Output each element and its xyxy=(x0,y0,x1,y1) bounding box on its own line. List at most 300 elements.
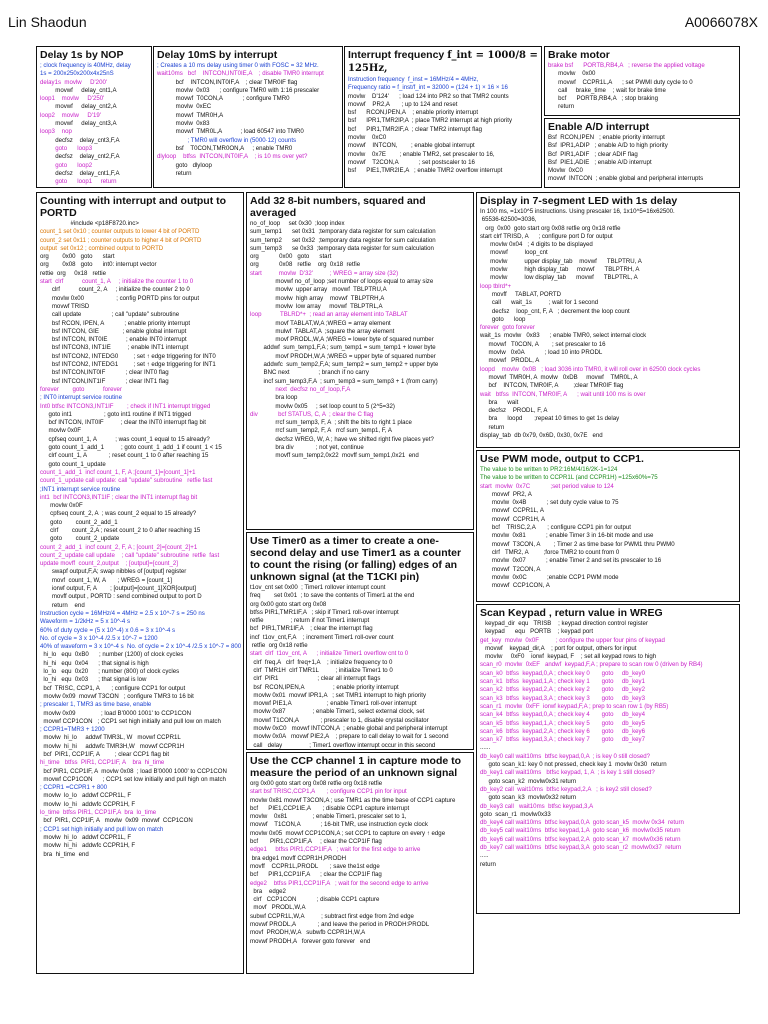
code-line: scan_k0 btfss keypad,0,A ; check key 0 goto db_key0 xyxy=(480,669,645,677)
code-line: scan_k5 btfss keypad,1,A ; check key 5 goto db_key5 xyxy=(480,719,645,727)
code-line: bcf PIR1,TMR2IF,A ; clear TMR2 interrupt flag xyxy=(348,125,482,133)
box-title: Use Timer0 as a timer to create a one-second delay and use Timer1 as a counter to count the rising (or falling) edges of an unknown signal (at the T1CKI pin) xyxy=(250,535,462,583)
code-line: bsf INTCON, INT0IE ; enable INT0 interrupt xyxy=(40,336,187,344)
counting-interrupt-portd-box xyxy=(36,192,244,974)
code-line: movlw 0xC0 movwf INTCON,A ; enable global and peripheral interrupt xyxy=(250,725,448,733)
code-line: wait10ms bcf INTCON,INT0IE,A ; disable TMR0 interrupt xyxy=(157,70,324,78)
code-line: update movff count_2,output ; [output]=[count_2] xyxy=(40,560,178,568)
code-line: addwfc sum_temp2,F,A; sum_temp2 = sum_temp2 + upper byte xyxy=(250,361,439,369)
frequency-formula: f_int = 1000/8 = 125Hz, xyxy=(348,50,538,74)
code-line: bra edge2 xyxy=(250,887,286,895)
code-line: goto scan_r1 movlw0x33 xyxy=(480,810,551,818)
code-line: Frequency ratio = f_inst/f_int = 32000 = (124 + 1) × 16 × 16 xyxy=(348,84,508,92)
code-line: movwf INTCON, ; enable global interrupt xyxy=(348,142,475,150)
code-line: movlw lo_hi addwfc CCPR1H, F xyxy=(40,800,136,808)
scan-keypad-box xyxy=(476,604,740,914)
code-line: movwf TMR0H, A movlw 0xDB movwf TMR0L, A xyxy=(480,373,638,381)
code-line: delay1s movlw D'200' xyxy=(40,78,108,86)
code-line: addwf sum_temp1,F,A ; sum_temp1 = sum_temp1 + lower byte xyxy=(250,344,436,352)
code-line: The value to be written to CCPR1L (and CCPR1H) =125x60%=75 xyxy=(480,474,658,482)
code-line: movlw 0x0F xyxy=(40,502,83,510)
code-line: movlw 0x05 movwf CCP1CON,A ; set CCP1 to capture on every ↑ edge xyxy=(250,829,446,837)
code-line: Instruction frequency f_inst = 16MHz/4 = 4MHz, xyxy=(348,76,479,83)
code-line: call wait_1s ; wait for 1 second xyxy=(480,299,599,307)
code-line: sum_temp2 set 0x32 ;temporary data register for sum calculation xyxy=(250,236,436,244)
code-line: movwf T0CON,A ; configure TMR0 xyxy=(157,95,290,103)
code-line: count_1_add_1 incf count_1, F, A ;[count_1]=[count_1]+1 xyxy=(40,468,196,476)
code-line: org 0x00 goto start org 0x08 retfie org 0x18 retfie xyxy=(250,780,383,787)
code-line: loop3 nop xyxy=(40,128,72,136)
box-title: Counting with interrupt and output to PORTD xyxy=(40,195,227,219)
code-line: movlw 0x0A ; load 10 into PRODL xyxy=(480,349,603,357)
code-line: db_key6 call wait10ms btfsc keypad,2,A goto scan_k7 movlw0x36 return xyxy=(480,835,681,843)
code-line: edge1 btfss PIR1,CCP1IF,A ; wait for the first edge to arrive xyxy=(250,846,421,854)
code-line: movlw 0x01 movwf IPR1,A ; set TMR1 interrupt to high priority xyxy=(250,691,426,699)
code-line: scan_k3 btfss keypad,3,A ; check key 3 goto db_key3 xyxy=(480,694,645,702)
code-line: movlw 0x09 ; load B'0000 1001' to CCP1CON xyxy=(40,709,192,717)
code-line: return xyxy=(480,423,505,431)
code-body xyxy=(477,466,739,590)
code-line: goto loop2 xyxy=(40,161,93,169)
code-line: db_key3 call wait10ms btfsc keypad,3,A xyxy=(480,802,594,810)
code-line: Bsf IPR1,ADIP ; enable A/D to high priority xyxy=(548,142,668,150)
code-line: movlw hi_lo addwf TMR3L, W movwf CCPR1L xyxy=(40,734,181,742)
code-body xyxy=(37,62,151,186)
code-line: goto loop1 return xyxy=(40,178,117,186)
pwm-output-box xyxy=(476,450,740,602)
code-line: wait btfss INTCON, TMR0IF, A ; wait until 100 ms is over xyxy=(480,390,646,398)
code-line: movf count_1, W, A ; WREG = [count_1] xyxy=(40,576,172,584)
code-line: decfsz delay_cnt3,F,A xyxy=(40,136,120,144)
code-line: movlw 0x05 ; set loop count to 5 (2^5=32) xyxy=(250,402,395,410)
code-line: loop tblrd*+ xyxy=(480,282,511,290)
code-line: movwf TMR0H,A xyxy=(157,111,224,119)
code-line: ; INT0 interrupt service routine xyxy=(40,394,122,402)
code-line: bsf RCON, IPEN, A ; enable priority interrupt xyxy=(40,319,191,327)
code-line: next decfsz no_of_loop,F,A xyxy=(250,385,351,393)
code-line: bsf INTCON2, INTEDG1 ; set ↑ edge triggering for INT1 xyxy=(40,361,216,369)
code-line: movlw upper display_tab movwf TBLPTRU, A xyxy=(480,257,642,265)
code-line: hi_hi equ 0x04 ; that signal is high xyxy=(40,659,149,667)
code-line: rrcf sum_temp2, F, A rrcf sum_temp1, F, A xyxy=(250,427,392,435)
code-line: org 0x00 goto start xyxy=(40,253,115,261)
code-line: hi_lo equ 0xB0 ; number (1200) of clock cycles xyxy=(40,651,184,659)
code-line: movlw 0x00 ; config PORTD pins for output xyxy=(40,294,200,302)
box-title xyxy=(348,49,538,75)
code-line: movlw upper array movwf TBLPTRU,A xyxy=(250,286,387,294)
code-line: bsf INTCON3, INT1IE ; enable INT1 interrupt xyxy=(40,344,189,352)
code-line: db_key0 call wait10ms btfsc keypad,0,A ; is key 0 still closed? xyxy=(480,752,651,760)
box-title: Use the CCP channel 1 in capture mode to measure the period of an unknown signal xyxy=(250,755,462,779)
code-line: movwf CCPR1L, A xyxy=(480,507,545,515)
code-line: start movlw 0x7C ;set period value to 124 xyxy=(480,482,614,490)
code-line: bra div ; not yet, continue xyxy=(250,444,364,452)
code-line: movlw 0x87 ; enable Timer1, select external clock, set xyxy=(250,708,425,716)
code-line: movf PRODH,W,A ;WREG = upper byte of squared number xyxy=(250,352,436,360)
code-line: hi_time btfss PIR1, CCP1IF, A bra hi_time xyxy=(40,759,165,767)
code-line: movlw 0x00 xyxy=(548,70,596,78)
box-title: Use PWM mode, output to CCP1. xyxy=(480,453,644,465)
code-line: keypad equ PORTB ; keypad port xyxy=(480,628,594,636)
code-line: movwf delay_cnt1,A xyxy=(40,86,117,94)
code-line: clrf TMR1H clrf TMR1L ; initialize Timer1 to 0 xyxy=(250,666,393,674)
code-line: db_key7 call wait10ms btfsc keypad,3,A goto scan_r2 movlw0x37 return xyxy=(480,844,682,852)
student-id: A0066078X xyxy=(684,14,758,30)
code-line: rettie org 0x18 rettie xyxy=(40,269,107,277)
code-line: start clrf TRISD, A ; configure port D for output xyxy=(480,232,613,240)
code-line: bsf IPR1,TMR2IP,A ; place TMR2 interrupt at high priority xyxy=(348,117,513,125)
code-line: clrf count_1, A ; reset count_1 to 0 after reaching 15 xyxy=(40,452,209,460)
page-header xyxy=(0,10,768,36)
code-line: call brake_time ; wait for brake time xyxy=(548,86,666,94)
enable-ad-interrupt-box xyxy=(544,118,740,188)
code-line: 65536-62500=3036, xyxy=(480,216,537,224)
code-line: movlw 0xC0 xyxy=(348,134,387,142)
ccp-capture-period-box xyxy=(246,752,474,974)
code-line: movwf PRODL,A ; and leave the period in PRODH:PRODL xyxy=(250,921,430,929)
code-line: scan_k2 btfss keypad,2,A ; check key 2 goto db_key2 xyxy=(480,686,645,694)
code-line: movlw 0x07 ; enable Timer 2 and set its prescaler to 16 xyxy=(480,557,662,565)
code-line: movwf PRODH,A forever goto forever end xyxy=(250,937,371,945)
timer0-timer1-counter-box xyxy=(246,532,474,750)
code-line: movwf PIE1,A ; enable Timer1 roll-over interrupt xyxy=(250,700,417,708)
code-line: movlw high display_tab movwf TBLPTRH, A xyxy=(480,266,640,274)
code-line: Bsf RCON,IPEN ; enable priority interrupt xyxy=(548,134,665,141)
code-line: goto count_2_add_1 xyxy=(40,518,118,526)
code-body xyxy=(477,620,739,869)
delay-10ms-interrupt-box xyxy=(153,46,343,188)
code-line: clrf CCP1CON ; disable CCP1 capture xyxy=(250,896,380,904)
code-line: keypad_dir equ TRISB ; keypad direction control register xyxy=(480,620,648,627)
code-line: movlw 0x0F xyxy=(40,427,81,435)
code-line: movlw lo_lo addwf CCPR1L, F xyxy=(40,792,132,800)
code-line: bra edge1 movff CCPR1H,PRODH xyxy=(250,854,347,862)
code-line: movwf T1CON,A ; 16-bit TMR, use instruction cycle clock xyxy=(250,821,428,829)
code-line: bcf PIR1,TMR1IF,A ; clear the interrupt flag xyxy=(250,625,373,633)
code-line: forever goto forever xyxy=(40,385,122,393)
code-line: ; prescaler 1, TMR3 as time base, enable xyxy=(40,701,152,709)
code-line: bsf INTCON,INT1IF ; clear INT1 flag xyxy=(40,377,169,385)
code-body xyxy=(37,220,243,859)
code-line: movwf no_of_loop ;set number of loops equal to array size xyxy=(250,278,434,286)
code-line: scan_k1 btfss keypad,1,A ; check key 1 goto db_key1 xyxy=(480,678,645,686)
code-line: ; CCP1 set high initially and pull low on match xyxy=(40,825,164,833)
box-title: Add 32 8-bit numbers, squared and averaged xyxy=(250,195,426,219)
code-line: movwf TRISD xyxy=(40,302,90,310)
code-line: output set 0x12 ; combined output to PORTD xyxy=(40,244,164,252)
code-line: movwf PRODL, A xyxy=(480,357,540,365)
code-line: movwf PR2,A ; up to 124 and reset xyxy=(348,100,458,108)
code-line: bcf PIR1,CCP1IF,A ; clear the CCP1IF flag xyxy=(250,838,382,846)
code-line: movwf delay_cnt2,A xyxy=(40,103,117,111)
code-line: display_tab db 0x79, 0x6D, 0x30, 0x7E end xyxy=(480,432,603,440)
code-line: mulwf TABLAT,A ;square the array element xyxy=(250,327,395,335)
code-line: swapf output,F,A; swap nibbles of [output] register xyxy=(40,568,187,576)
box-title: Enable A/D interrupt xyxy=(548,121,650,133)
code-line: movf PRODL,W,A xyxy=(250,904,306,912)
code-line: scan_k7 btfss keypad,3,A ; check key 7 goto db_key7 xyxy=(480,736,645,744)
code-line: bcf INTCON,INT0IF,A ; clear TMR0IF flag xyxy=(157,78,298,86)
code-line: get_key movlw 0x0F ; configure the upper four pins of keypad xyxy=(480,636,665,644)
code-line: movf TABLAT,W,A ;WREG = array element xyxy=(250,319,391,327)
code-line: scan_r0 movlw 0xEF andwf keypad,F,A ; prepare to scan row 0 (driven by RB4) xyxy=(480,661,703,669)
code-line: movlw hi_hi addwfc TMR3H,W movwf CCPR1H xyxy=(40,742,185,750)
code-line: No. of cycle = 3 x 10^-4 /2.5 x 10^-7 = 1200 xyxy=(40,634,158,642)
code-line: ; CCPR1 =CCPR1 + 800 xyxy=(40,784,108,792)
code-line: movwf CCP1CON ; CCP1 set high initially and pull low on match xyxy=(40,717,221,725)
code-line: movwf CCPR1L,A ; set PWMI duty cycle to 0 xyxy=(548,78,693,86)
code-line: decfsz PRODL, F, A xyxy=(480,407,548,415)
code-line: 1s = 200x250x200x4x25nS xyxy=(40,70,114,78)
code-line: iorwf output, F, A ; [output]=[count_1]XOR[output] xyxy=(40,585,196,593)
code-line: subwf CCPR1L,W,A ; subtract first edge from 2nd edge xyxy=(250,912,414,920)
code-line: count_2_update call update ; call "update" subroutine retfie fast xyxy=(40,551,220,559)
code-line: start clrf count_1, A ; initialize the counter 1 to 0 xyxy=(40,278,194,286)
code-line: org 0x08 retfie org 0x18 retfie xyxy=(250,261,361,269)
author-name: Lin Shaodun xyxy=(8,14,87,30)
code-line: retfie org 0x18 retfie xyxy=(250,642,308,650)
code-line: movf PRODL,W,A ;WREG = lower byte of squared number xyxy=(250,336,434,344)
box-title: Brake motor xyxy=(548,49,610,61)
code-line: Movlw 0xC0 xyxy=(548,167,583,175)
code-line: bsf INTCON,INT0IF ; clear INT0 flag xyxy=(40,369,169,377)
code-line: goto scan_k2 movlw0x31 return xyxy=(480,777,577,785)
code-line: movlw 0x83 xyxy=(157,120,210,128)
code-line: movlw high array movwf TBLPTRH,A xyxy=(250,294,385,302)
code-line: decfsz WREG, W, A ; have we shifted right five places yet? xyxy=(250,435,434,443)
code-line: ; Creates a 10 ms delay using timer 0 with FOSC = 32 MHz. xyxy=(157,62,319,69)
code-line: t1ov_cnt set 0x00 ; Timer1 rollover interrupt count xyxy=(250,584,386,591)
code-line: goto count_1_update xyxy=(40,460,106,468)
code-line: movlw 0x0A movwf PIE2,A ; prepare to call delay to wait for 1 second xyxy=(250,733,449,741)
code-line: incf t1ov_cnt,F,A ; increment Timer1 roll-over count xyxy=(250,633,394,641)
code-line: scan_k4 btfss keypad,0,A ; check key 4 goto db_key4 xyxy=(480,711,645,719)
brake-motor-box xyxy=(544,46,740,116)
code-line: movwf T0CON, A ; set prescaler to 16 xyxy=(480,340,606,348)
code-line: clrf PIR1 ; clear all interrupt flags xyxy=(250,675,381,683)
code-line: btfss PIR1,TMR1IF,A ; skip if Timer1 roll-over interrupt xyxy=(250,608,399,616)
code-line: movlw 0x0C ;enable CCP1 PWM mode xyxy=(480,573,619,581)
code-line: movwf T3CON, A ; Timer 2 as time base for PWM1 thru PWM0 xyxy=(480,540,675,548)
code-line: goto scan_k3 movlw0x32 return xyxy=(480,794,577,802)
code-line: movlw 0x03 ; configure TMR0 with 1:16 prescaler xyxy=(157,86,320,94)
code-line: bra hi_time end xyxy=(40,850,89,858)
code-body xyxy=(154,62,342,178)
code-line: BNC next ; branch if no carry xyxy=(250,369,369,377)
code-line: bcf TRISC, CCP1, A ; configure CCP1 for output xyxy=(40,684,186,692)
code-line: count_2_add_1 incf count_2, F, A ; [count_2]=[count_2]+1 xyxy=(40,543,198,551)
code-body xyxy=(247,584,473,750)
code-line: goto loop3 xyxy=(40,144,93,152)
code-line: scan_k6 btfss keypad,2,A ; check key 6 goto db_key6 xyxy=(480,727,645,735)
code-line: The value to be written to PR2:16M/4/16/2K-1=124 xyxy=(480,466,618,473)
code-line: movwf T2CON, A xyxy=(480,565,541,573)
code-line: bsf PIE1,TMR2IE,A ; enable TMR2 overflow interrupt xyxy=(348,167,503,175)
code-line: movlw 0xEC xyxy=(157,103,212,111)
code-line: loop1 movlw D'250' xyxy=(40,95,105,103)
code-line: clrf TMR2, A ;force TMR2 to count from 0 xyxy=(480,548,620,556)
code-line: start clrf t1ov_cnt, A ; initialize Timer1 overflow cnt to 0 xyxy=(250,650,409,658)
code-body xyxy=(545,134,739,184)
code-line: count_2 set 0x11 ; counter outputs to higher 4 bit of PORTD xyxy=(40,236,202,244)
code-line: wait_1s movlw 0x83 ; enable TMR0, select internal clock xyxy=(480,332,647,340)
code-line: bsf RCON,IPEN,A ; enable priority interrupt xyxy=(348,109,479,117)
code-line: lo_lo equ 0x20 ; number (800) of clock cycles xyxy=(40,668,180,676)
code-line: div bcf STATUS, C, A ; clear the C flag xyxy=(250,410,374,418)
code-line: call delay ; Timer1 overflow interrupt occur in this second xyxy=(250,741,436,749)
box-title: Display in 7-segment LED with 1s delay xyxy=(480,195,678,207)
code-line: clrf count_2, A ; initialize the counter 2 to 0 xyxy=(40,286,190,294)
code-line: goto count_2_update xyxy=(40,535,120,543)
code-line: movlw 0x81 ; enable Timer1, prescaler set to 1, xyxy=(250,813,407,821)
code-line: bra wait xyxy=(480,398,519,406)
code-line: start bsf TRISC,CCP1,A ; configure CCP1 pin for input xyxy=(250,788,407,796)
code-line: bcf PIR1,CCP1IF,A ; clear the CCP1IF flag xyxy=(250,871,382,879)
code-line: movlw 0xF0 iorwf keypad, F ; set all keypad rows to high xyxy=(480,653,657,661)
code-line: movlw 0x81 ; enable Timer 3 in 16-bit mode and use xyxy=(480,532,654,540)
code-line: movlw low display_tab movwf TBLPTRL, A xyxy=(480,274,638,282)
code-line: bsf T0CON,TMR0ON,A ; enable TMR0 xyxy=(157,144,293,152)
code-line: loopd movlw 0x0B ; load 3036 into TMR0, it will roll over in 62500 clock cycles xyxy=(480,365,701,373)
seven-segment-display-box xyxy=(476,192,740,448)
code-line: ; CCPR1=TMR3 + 1200 xyxy=(40,726,105,734)
box-title: Scan Keypad , return value in WREG xyxy=(480,607,663,619)
code-line: bcf INTCON, INT0IF ; clear the INT0 interrupt flag bit xyxy=(40,419,206,427)
code-line: #include <p18F8720.inc> xyxy=(40,220,139,227)
code-line: dlyloop btfss INTCON,INT0IF,A ; is 10 ms over yet? xyxy=(157,153,308,161)
code-line: brake bsf PORTB,RB4,A ; reverse the applied voltage xyxy=(548,62,705,69)
interrupt-frequency-box xyxy=(344,46,542,188)
code-line: cpfseq count_1, A ; was count_1 equal to 15 already? xyxy=(40,435,210,443)
code-line: db_key2 call wait10ms btfsc keypad,2,A ; is key2 still closed? xyxy=(480,785,652,793)
code-line: forever goto forever xyxy=(480,324,535,332)
code-line: return xyxy=(480,860,496,868)
code-line: movff sum_temp2,0x22 movff sum_temp1,0x21 end xyxy=(250,452,419,460)
code-line: movwf INTCON ; enable global and peripheral interrupts xyxy=(548,175,704,183)
code-line: call update ; call "update" subroutine xyxy=(40,311,180,319)
code-body xyxy=(247,220,473,461)
code-line: incf sum_temp3,F,A ; sum_temp3 = sum_temp3 + 1 (from carry) xyxy=(250,377,438,385)
code-line: count_1_update call update: call "update" subroutine retfie fast xyxy=(40,477,213,485)
code-line: In 100 ms, =1x10^5 instructions. Using prescaler 16, 1x10^5=16x62500. xyxy=(480,208,675,215)
code-body xyxy=(477,208,739,440)
code-line: movwf CCP1CON, A xyxy=(480,582,550,590)
code-line: bcf PIR1, CCP1IF, A movlw 0x08 ; load B'0000 1000' to CCP1CON xyxy=(40,767,227,775)
add-32-numbers-box xyxy=(246,192,474,530)
code-line: return xyxy=(157,169,192,177)
code-line: retfie ; return if not Timer1 interrupt xyxy=(250,617,370,625)
code-line: scan_r1 movlw 0xFF iorwf keypad,F,A ; prep to scan row 1 (by RB5) xyxy=(480,702,669,710)
code-line: start movlw D'32' ; WREG = array size (32) xyxy=(250,269,399,277)
code-line: loop2 movlw D'19' xyxy=(40,111,101,119)
code-line: db_key5 call wait10ms btfsc keypad,1,A goto scan_k6 movlw0x35 return xyxy=(480,827,681,835)
code-line: Instruction cycle = 16MHz/4 = 4MHz = 2.5 x 10^-7 s = 250 ns xyxy=(40,609,205,617)
code-line: freq set 0x01 ; to save the contents of Timer1 at the end xyxy=(250,592,415,600)
code-line: ; clock frequency is 40MHz, delay xyxy=(40,62,131,69)
code-body xyxy=(545,62,739,112)
code-line: goto count_1_add_1 ; goto count_1_add_1 if count_1 < 15 xyxy=(40,444,222,452)
code-line: ; TMR0 will overflow in (5000·12) counts xyxy=(157,136,297,144)
code-body xyxy=(345,76,541,176)
code-line: goto scan_k1: key 0 not pressed, check key 1 movlw 0x30 return xyxy=(480,761,667,769)
code-line: movlw D'124' ; load 124 into PR2 so that TMR2 counts xyxy=(348,92,509,100)
code-line: decfsz delay_cnt2,F,A xyxy=(40,153,120,161)
code-line: movwf CCP1CON ; CCP1 set low initially and pull high on match xyxy=(40,775,226,783)
code-line: movwf PR2, A xyxy=(480,490,532,498)
code-line: bra loop xyxy=(250,394,298,402)
code-line: movwf T2CON,A ; set postscaler to 16 xyxy=(348,158,475,166)
box-title: Delay 1s by NOP xyxy=(40,49,124,61)
code-line: rrcf sum_temp3, F, A ; shift the bits to right 1 place xyxy=(250,419,412,427)
code-line: return end xyxy=(40,601,85,609)
code-line: movlw low array movwf TBLPTRL,A xyxy=(250,302,383,310)
code-line: movlw 0x81 movwf T3CON,A ; use TMR1 as the time base of CCP1 capture xyxy=(250,796,456,804)
code-line: movwf delay_cnt3,A xyxy=(40,120,117,128)
code-line: movff TABLAT, PORTD xyxy=(480,290,562,298)
code-line: movlw hi_lo addwf CCPR1L, F xyxy=(40,833,132,841)
code-line: db_key1 call wait10ms btfsc keypad, 1, A ; is key 1 still closed? xyxy=(480,769,655,777)
code-line: Bsf PIE1,ADIE ; enable A/D interrupt xyxy=(548,158,652,166)
code-line: int1 bcf INTCON3,INT1IF ; clear the INT1 interrupt flag bit xyxy=(40,493,198,501)
code-line: bsf INTCON2, INTEDG0 ; set ↑ edge triggering for INT0 xyxy=(40,352,216,360)
code-line: bcf PIR1, CCP1IF, A movlw 0x09 movwf CCP1CON xyxy=(40,817,193,825)
code-line: movlw hi_hi addwfc CCPR1H, F xyxy=(40,842,136,850)
code-line: ;INT1 interrupt service routine xyxy=(40,485,121,493)
code-line: movwf keypad_dir,A ; port for output, others for input xyxy=(480,644,637,652)
code-line: lo_time btfss PIR1, CCP1IF,A bra lo_time xyxy=(40,809,157,817)
code-line: bcf PORTB,RB4,A ; stop braking xyxy=(548,95,658,103)
code-line: bra loopd ;repeat 10 times to get 1s delay xyxy=(480,415,620,423)
code-line: count_1 set 0x10 ; counter outputs to lower 4 bit of PORTD xyxy=(40,228,200,236)
code-line: movlw 0x4B ; set duty cycle value to 75 xyxy=(480,499,619,507)
code-line: org 0x00 goto start org 0x08 xyxy=(250,600,327,608)
code-line: clrf freq,A clrf freq+1,A ; initialize frequency to 0 xyxy=(250,658,393,666)
code-line: sum_temp1 set 0x31 ;temporary data register for sum calculation xyxy=(250,228,436,236)
code-body xyxy=(247,780,473,946)
code-line: Waveform = 1/2kHz = 5 x 10^-4 s xyxy=(40,618,131,626)
code-line: movlw 0x04 ; 4 digits to be displayed xyxy=(480,241,593,249)
code-line: org 0x08 goto int0: interrupt vector xyxy=(40,261,157,269)
box-title: Delay 10mS by interrupt xyxy=(157,49,278,61)
code-line: bcf TRISC,2,A ; configure CCP1 pin for output xyxy=(480,524,631,532)
code-line: 60% of duty cycle = (5 x 10^-4) x 0.6 = 3 x 10^-4 s xyxy=(40,626,176,634)
code-line: decfsz loop_cnt, F, A ; decrement the loop count xyxy=(480,307,630,315)
code-line: ..... xyxy=(480,852,489,860)
code-line: org 0x00 goto start xyxy=(250,253,332,261)
delay-1s-nop-box xyxy=(36,46,152,188)
code-line: movwf T1CON,A ; prescaler to 1, disable crystal oscillator xyxy=(250,716,429,724)
code-line: lo_hi equ 0x03 ; that signal is low xyxy=(40,676,147,684)
code-line: goto dlyloop xyxy=(157,161,212,169)
code-line: sum_temp3 se 0x33 ;temporary data register for sum calculation xyxy=(250,244,434,252)
code-line: movlw 0x7E ; enable TMR2, set prescaler to 16, xyxy=(348,150,495,158)
code-line: return xyxy=(548,103,575,111)
code-line: goto int1 ; goto int1 routine if INT1 trigged xyxy=(40,410,192,418)
code-line: movf PRODH,W,A subwfb CCPR1H,W,A xyxy=(250,929,366,937)
code-line: bcf INTCON, TMR0IF, A ;clear TMR0IF flag xyxy=(480,382,624,390)
code-line: loop TBLRD*+ ; read an array element into TABLAT xyxy=(250,311,408,319)
code-line: decfsz delay_cnt1,F,A xyxy=(40,169,120,177)
code-line: movwf loop_cnt xyxy=(480,249,548,257)
code-line: movwf TMR0L,A ; load 60547 into TMR0 xyxy=(157,128,304,136)
code-line: ...... xyxy=(480,744,491,752)
code-line: bcf PIR1, CCP1IF, A ; clear CCP1 flag bit xyxy=(40,751,170,758)
code-line: cpfseq count_2, A ; was count_2 equal to 15 already? xyxy=(40,510,197,518)
code-line: movlw 0x09 movwf T3CON ; configure TMR3 to 16 bit xyxy=(40,692,194,700)
code-line: movwf CCPR1H, A xyxy=(480,515,546,523)
code-line: movff CCPR1L,PRODL ; save the1st edge xyxy=(250,862,380,870)
code-line: 40% of waveform = 3 x 10^-4 s No. of cycle = 2 x 10^-4 /2.5 x 10^-7 = 800 xyxy=(40,643,242,651)
